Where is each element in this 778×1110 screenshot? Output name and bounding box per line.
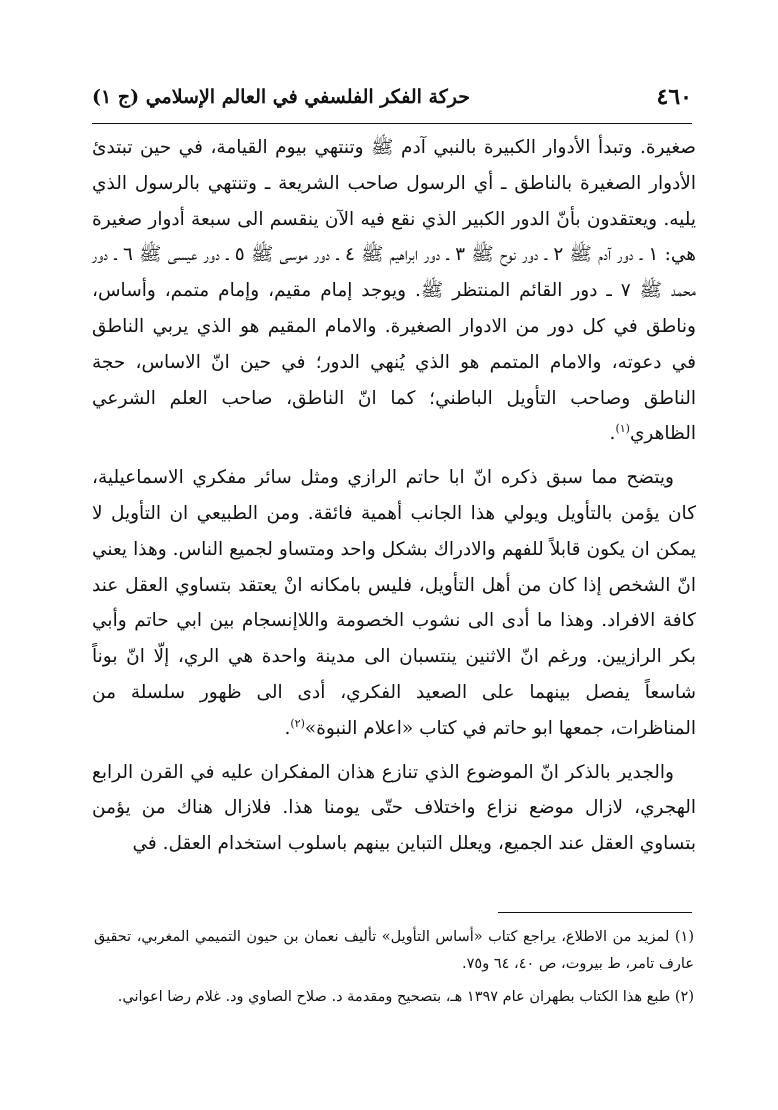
paragraph-2 [92, 460, 696, 746]
footnote-2: (٢) طبع هذا الكتاب بطهران عام ١٣٩٧ هـ، بتصحيح ومقدمة د. صلاح الصاوي ود. غلام رضا اعواني. [117, 989, 694, 1005]
paragraph-1-tail: . [609, 423, 616, 445]
paragraph-2-tail: . [284, 717, 291, 739]
footnote-divider [498, 912, 692, 913]
paragraph-3-text: والجدير بالذكر انّ الموضوع الذي تنازع هذان المفكران عليه في القرن الرابع الهجري، لازال موضع نزاع واختلاف حتّى يومنا هذا. فلازال هناك من يؤمن بتساوي العقل عند الجميع، ويعلل التباين بينهم باسلوب استخدام العقل. في [92, 761, 696, 855]
footnote-ref-2: (٢) [290, 716, 305, 730]
paragraph-3 [92, 755, 696, 862]
page-number: ٤٦٠ [656, 84, 692, 110]
paragraph-1-text: صغيرة. وتبدأ الأدوار الكبيرة بالنبي آدم ﷺ وتنتهي بيوم القيامة، في حين تبتدئ الأدوار الصغيرة بالناطق ـ أي الرسول صاحب الشريعة ـ وتنتهي بالرسول الذي يليه. ويعتقدون بأنّ الدور الكبير الذي نقع فيه الآن ينقسم الى سبعة أدوار صغيرة هي: ١ ـ دور آدم ﷺ ٢ ـ دور نوح ﷺ ٣ ـ دور ابراهيم ﷺ ٤ ـ دور موسى ﷺ ٥ ـ دور عيسى ﷺ ٦ ـ دور محمد ﷺ ٧ ـ دور القائم المنتظر ﷺ. ويوجد إمام مقيم، وإمام متمم، وأساس، وناطق في كل دور من الادوار الصغيرة. والامام المقيم هو الذي يربي الناطق في دعوته، والامام المتمم هو الذي يُنهي الدور؛ في حين انّ الاساس، حجة الناطق وصاحب التأويل الباطني؛ كما انّ الناطق، صاحب العلم الشرعي الظاهري [92, 137, 697, 445]
header-divider [92, 123, 692, 124]
footnote-1: (١) لمزيد من الاطلاع، يراجع كتاب «أساس التأويل» تأليف نعمان بن حيون التميمي المغربي، تحقيق عارف تامر، ط بيروت، ص ٤٠، ٦٤ و٧٥. [94, 929, 694, 972]
page-header [92, 84, 692, 120]
footnote-ref-1: (١) [615, 422, 630, 436]
body-text [92, 130, 696, 862]
footnotes [94, 924, 694, 1011]
running-title: حركة الفكر الفلسفي في العالم الإسلامي (ج ١) [92, 86, 471, 108]
paragraph-1 [92, 130, 696, 452]
paragraph-2-text: ويتضح مما سبق ذكره انّ ابا حاتم الرازي ومثل سائر مفكري الاسماعيلية، كان يؤمن بالتأويل ويولي هذا الجانب أهمية فائقة. ومن الطبيعي ان التأويل لا يمكن ان يكون قابلاً للفهم والادراك بشكل واحد ومتساو لجميع الناس. وهذا يعني انّ الشخص إذا كان من أهل التأويل، فليس بامكانه انْ يعتقد بتساوي العقل عند كافة الافراد. وهذا ما أدى الى نشوب الخصومة واللاإنسجام بين ابي حاتم وأبي بكر الرازيين. ورغم انّ الاثنين ينتسبان الى مدينة واحدة هي الري، إلّا انّ بوناً شاسعاً يفصل بينهما على الصعيد الفكري، أدى الى ظهور سلسلة من المناظرات، جمعها ابو حاتم في كتاب «اعلام النبوة» [92, 467, 696, 739]
